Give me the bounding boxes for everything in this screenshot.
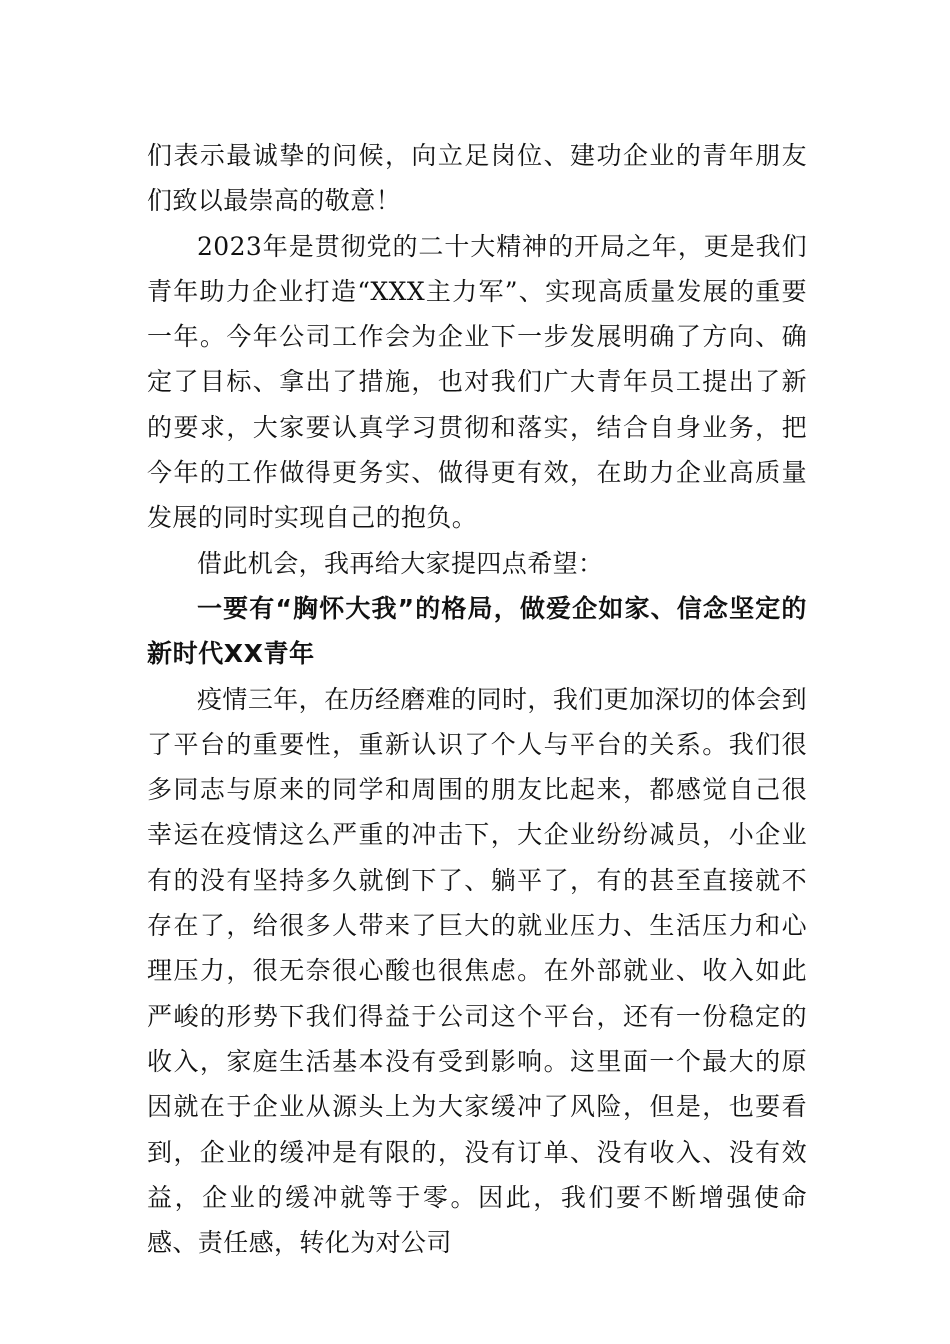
document-body [147,133,807,1265]
paragraph-pandemic-platform: 疫情三年，在历经磨难的同时，我们更加深切的体会到了平台的重要性，重新认识了个人与平台的关系。我们很多同志与原来的同学和周围的朋友比起来，都感觉自己很幸运在疫情这么严重的冲击下，大企业纷纷减员，小企业有的没有坚持多久就倒下了、躺平了，有的甚至直接就不存在了，给很多人带来了巨大的就业压力、生活压力和心理压力，很无奈很心酸也很焦虑。在外部就业、收入如此严峻的形势下我们得益于公司这个平台，还有一份稳定的收入，家庭生活基本没有受到影响。这里面一个最大的原因就在于企业从源头上为大家缓冲了风险，但是，也要看到，企业的缓冲是有限的，没有订单、没有收入、没有效益，企业的缓冲就等于零。因此，我们要不断增强使命感、责任感，转化为对公司 [147,684,807,1258]
paragraph-greeting-continuation: 们表示最诚挚的问候，向立足岗位、建功企业的青年朋友们致以最崇高的敬意！ [147,141,807,216]
paragraph-2023-overview: 2023年是贯彻党的二十大精神的开局之年，更是我们青年助力企业打造“XXX主力军”、实现高质量发展的重要一年。今年公司工作会为企业下一步发展明确了方向、确定了目标、拿出了措施，也对我们广大青年员工提出了新的要求，大家要认真学习贯彻和落实，结合自身业务，把今年的工作做得更务实、做得更有效，在助力企业高质量发展的同时实现自己的抱负。 [147,231,807,533]
paragraph-four-hopes-intro: 借此机会，我再给大家提四点希望： [197,548,604,578]
section-heading-first-hope: 一要有“胸怀大我”的格局，做爱企如家、信念坚定的新时代XX青年 [147,593,807,669]
